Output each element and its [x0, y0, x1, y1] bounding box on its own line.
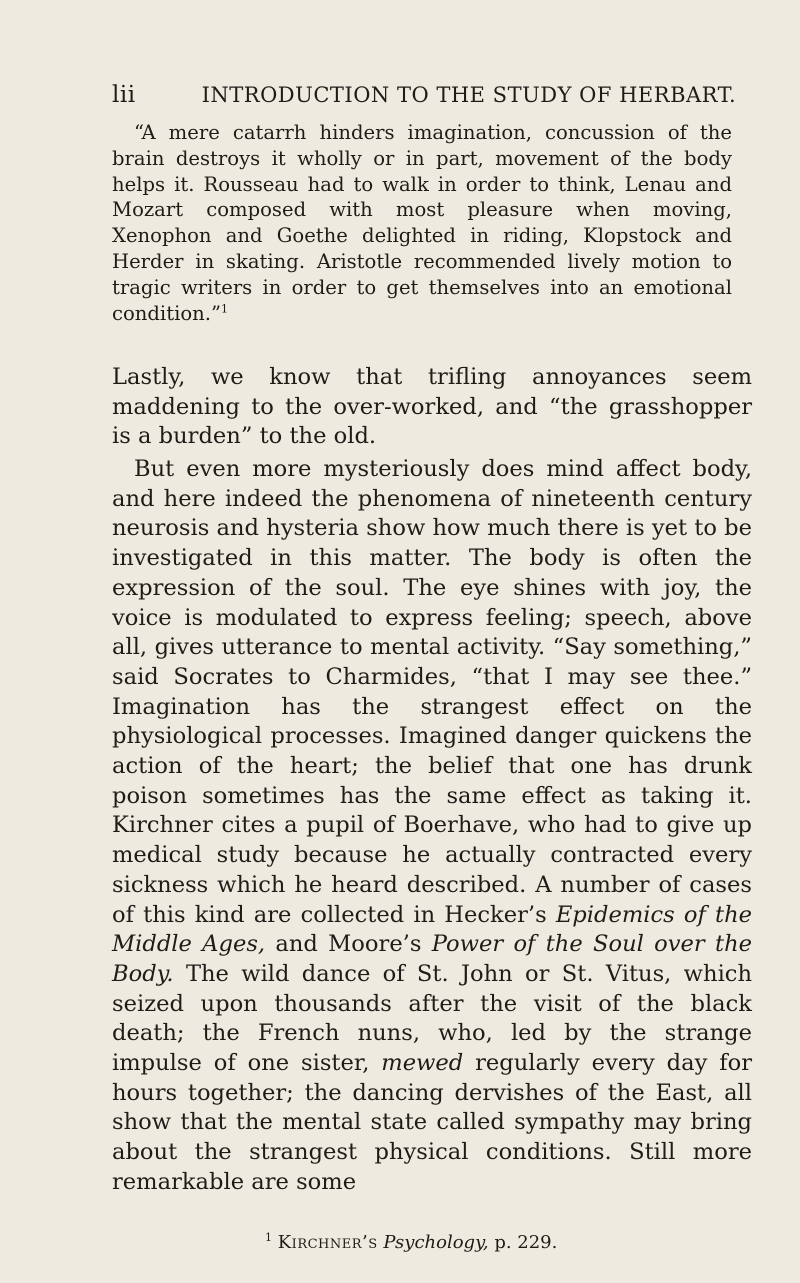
- paragraph-text: Lastly, we know that trifling annoyances seem maddening to the over-worked, and “the grasshopper is a burden” to the old.: [112, 364, 752, 450]
- paragraph-text: But even more mysteriously does mind affect body, and here indeed the phenomena of nineteenth century neurosis and hysteria show how much there is yet to be investigated in this matter. The body is often the expression of the soul. The eye shines with joy, the voice is modulated to express feeling; speech, above all, gives utterance to mental activity. “Say something,” said Socrates to Charmides, “that I may see thee.” Imagination has the strangest effect on the physiological processes. Imagined danger quickens the action of the heart; the belief that one has drunk poison sometimes has the same effect as taking it. Kirchner cites a pupil of Boerhave, who had to give up medical study because he actually contracted every sickness which he heard described. A number of cases of this kind are collected in Hecker’s: [112, 456, 752, 928]
- book-title-epidemics: Epidemics of the Middle Ages,: [112, 901, 752, 958]
- quote-text: “A mere catarrh hinders imagination, concussion of the brain destroys it wholly or in part, movement of the body helps it. Rousseau had to walk in order to think, Lenau and Mozart composed with most pleasure when moving, Xenophon and Goethe delighted in riding, Klopstock and Herder in skating. Aristotle recommended lively motion to tragic writers in order to get themselves into an emotional condition.”: [112, 121, 732, 325]
- paragraph-text: and Moore’s: [265, 931, 432, 958]
- paragraph-grasshopper: [112, 363, 752, 452]
- footnote-title: Psychology,: [383, 1232, 489, 1253]
- block-quote: [112, 120, 732, 326]
- footnote-author: Kirchner’s: [277, 1232, 378, 1253]
- italic-word-mewed: mewed: [381, 1050, 464, 1077]
- running-title: INTRODUCTION TO THE STUDY OF HERBART.: [201, 83, 737, 107]
- running-header: [112, 82, 740, 108]
- footnote-page: p. 229.: [494, 1232, 558, 1253]
- book-title-power-of-soul: Power of the Soul over the Body.: [112, 931, 752, 987]
- footnote: [265, 1232, 557, 1253]
- paragraph-mind-affects-body: [112, 455, 752, 1198]
- paragraph-text: The wild dance of St. John or St. Vitus, which seized upon thousands after the visit of the black death; the French nuns, who, led by the strange impulse of one sister,: [112, 960, 752, 1077]
- page-number: lii: [112, 82, 136, 108]
- paragraph-text: regularly every day for hours together; the dancing dervishes of the East, all show that the mental state called sympathy may bring about the strangest physical conditions. Still more remarkable are some: [112, 1050, 752, 1195]
- footnote-reference: 1: [221, 302, 228, 316]
- footnote-mark: 1: [265, 1231, 272, 1244]
